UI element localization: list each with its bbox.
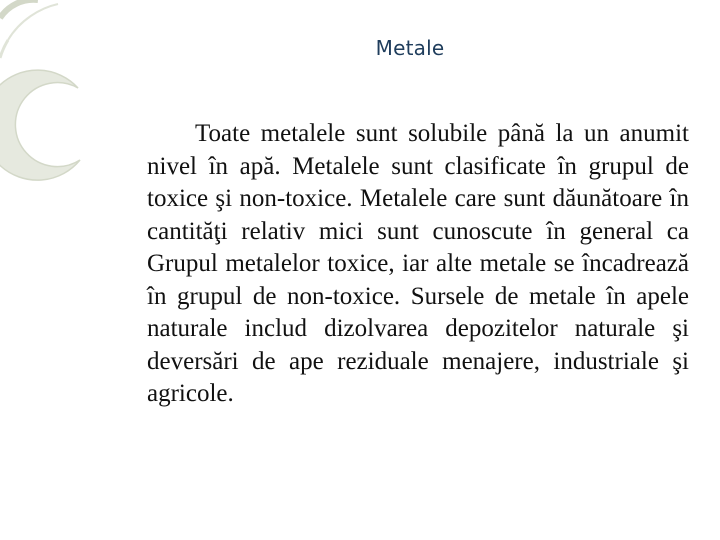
decorative-arcs bbox=[0, 0, 120, 200]
page-title: Metale bbox=[375, 36, 445, 60]
body-paragraph: Toate metalele sunt solubile până la un anumit nivel în apă. Metalele sunt clasificate în grupul de toxice şi non-toxice. Metalele care sunt dăunătoare în cantităţi relativ mici sunt cunoscute în general ca Grupul metalelor toxice, iar alte metale se încadrează în grupul de non-toxice. Sursele de metale în apele naturale includ dizolvarea depozitelor naturale şi deversări de ape reziduale menajere, industriale şi agricole. bbox=[147, 120, 689, 407]
decorative-crescent bbox=[0, 70, 80, 180]
